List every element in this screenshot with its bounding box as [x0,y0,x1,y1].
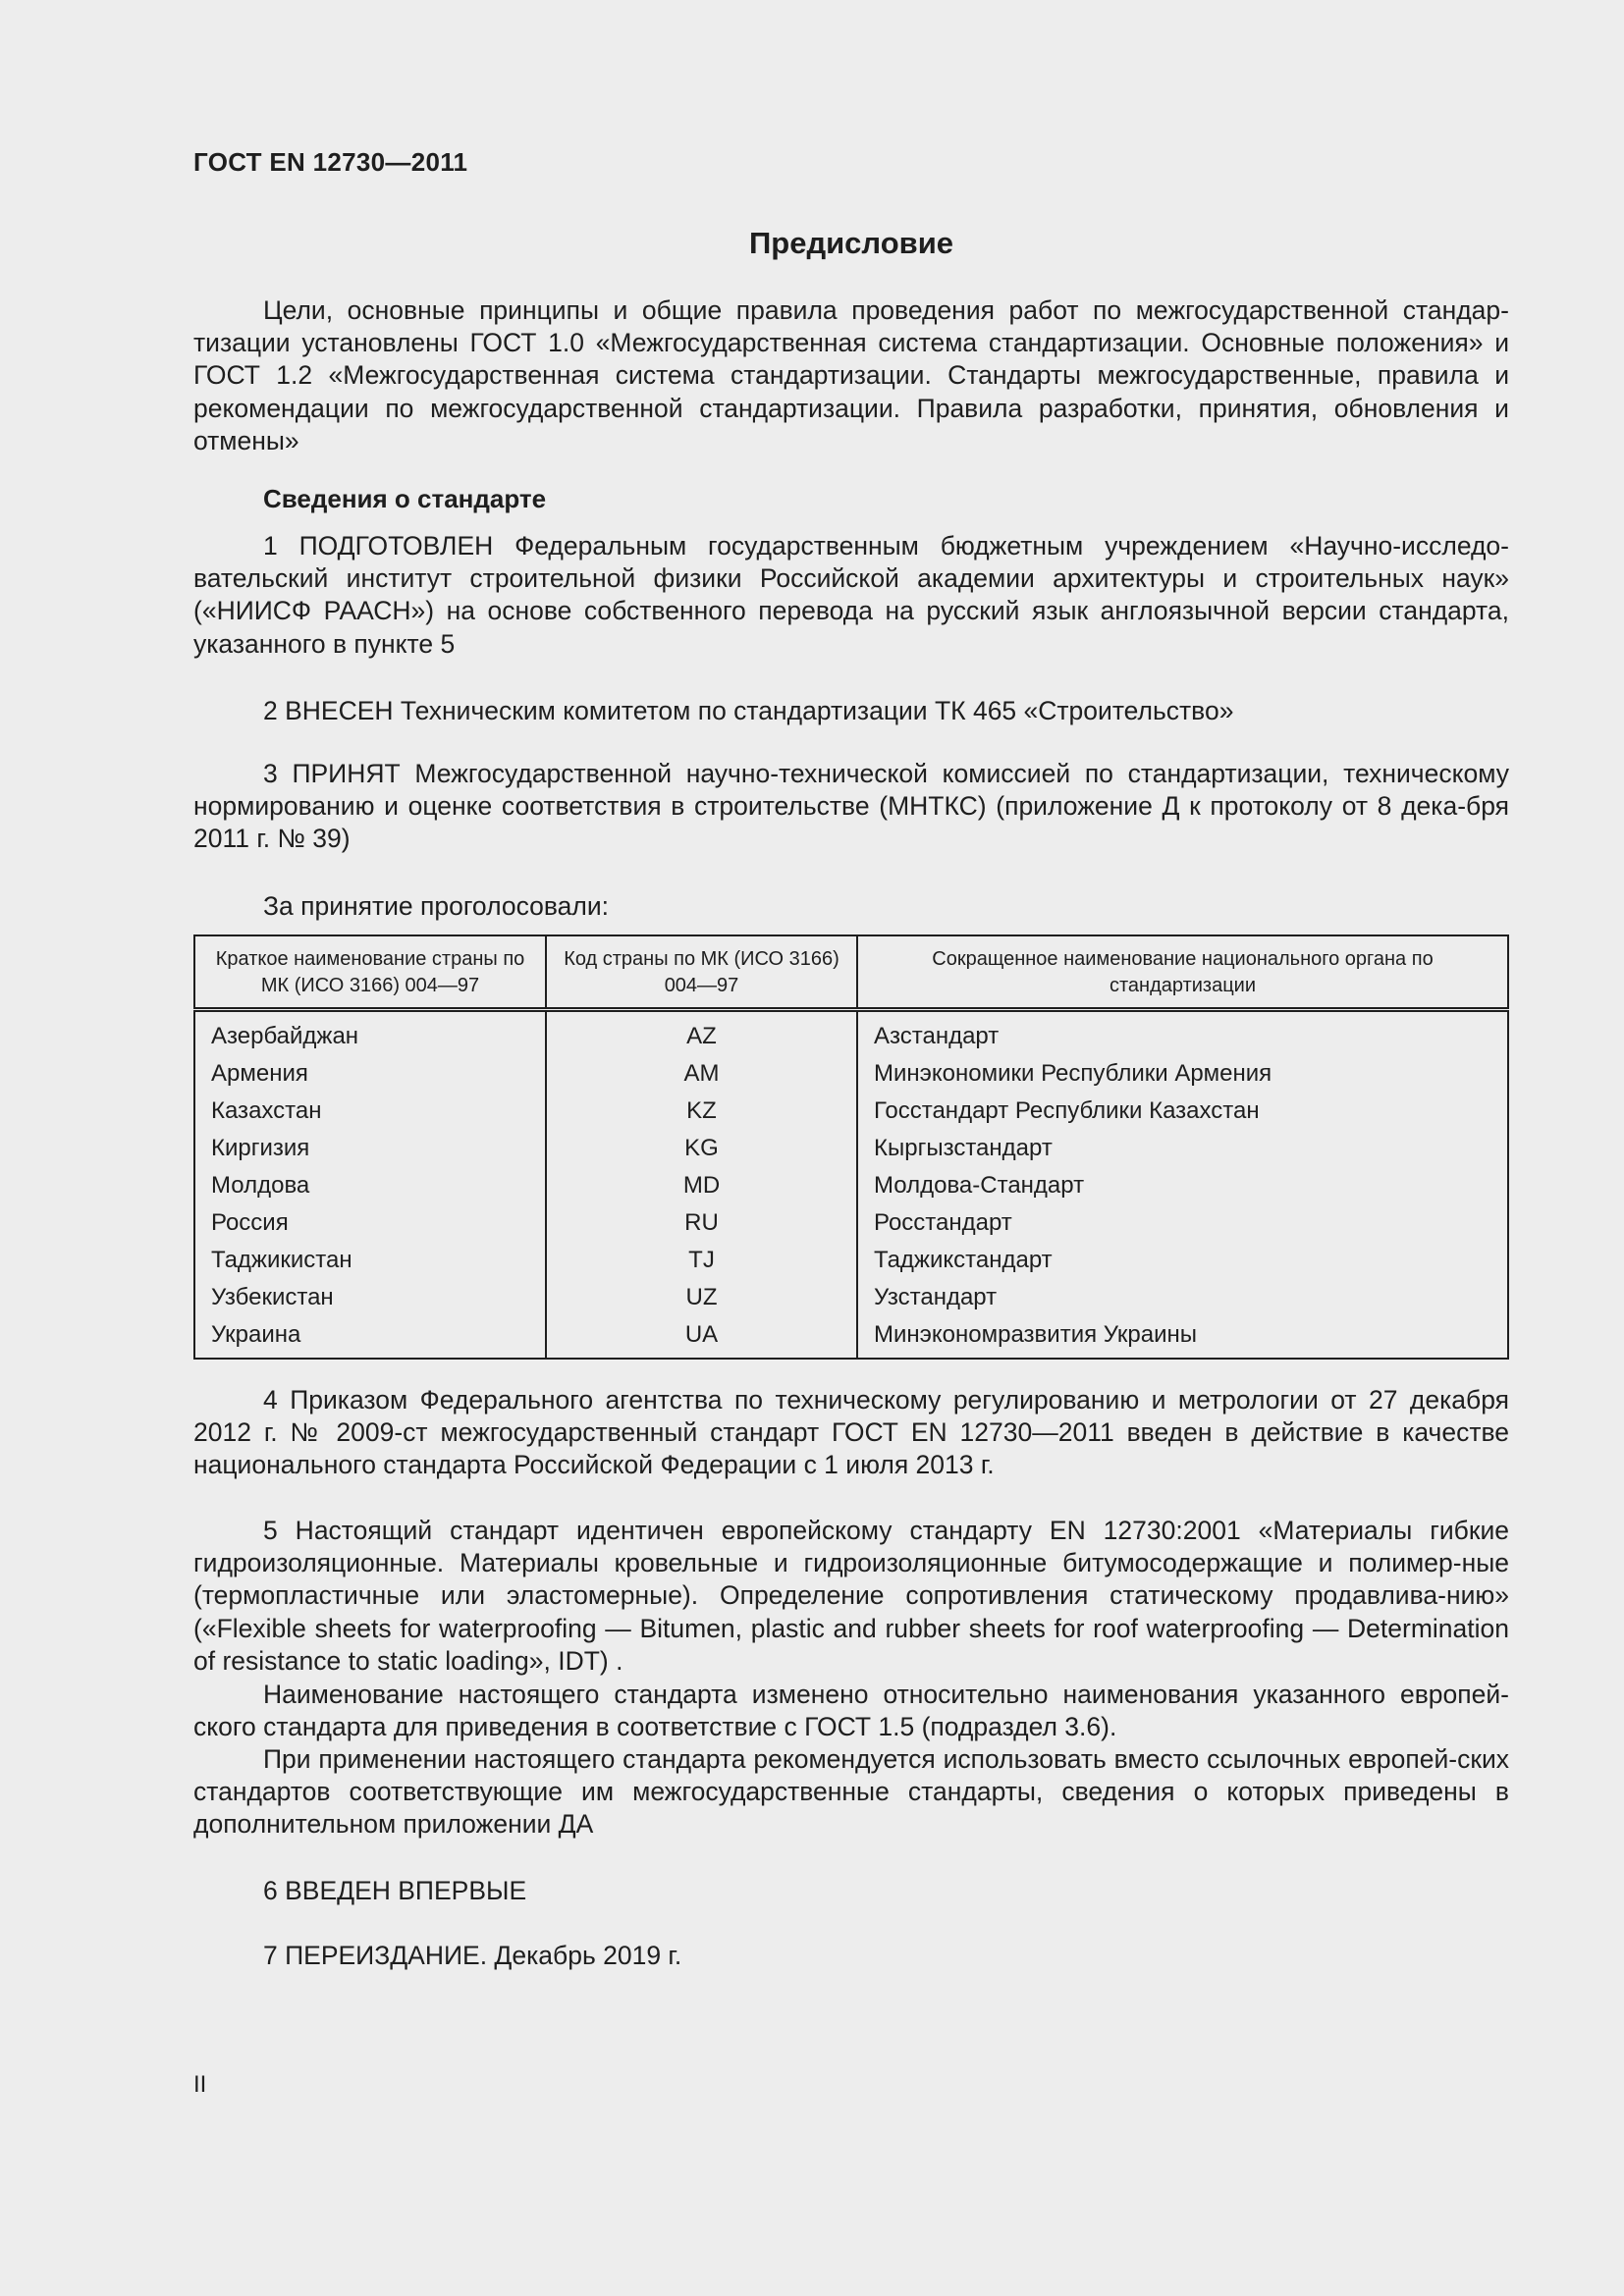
table-row [194,1316,1508,1359]
country-name-cell: Узбекистан [211,1284,334,1310]
voted-label: За принятие проголосовали: [263,891,610,921]
table-row [194,1242,1508,1279]
country-code-cell: RU [546,1204,857,1242]
intro-paragraph: Цели, основные принципы и общие правила проведения работ по межгосударственной стандар-тизации установлены ГОСТ 1.0 «Межгосударственная система стандартизации. Основные положения» и ГОСТ 1.2 «Межгосударственная система стандартизации. Стандарты межгосударственные, правила и рекомендации по межгосударственной стандартизации. Правила разработки, принятия, обновления и отмены» [193,295,1509,455]
country-name-cell: Таджикистан [211,1247,352,1273]
table-row [194,1279,1508,1316]
table-row [194,1093,1508,1130]
item-6-paragraph: 6 ВВЕДЕН ВПЕРВЫЕ [263,1876,527,1905]
header-country-name: Краткое наименование страны по МК (ИСО 3166) 004—97 [194,935,546,1010]
table-row [194,1055,1508,1093]
standards-body-cell: Росстандарт [857,1204,1508,1242]
table-row [194,1167,1508,1204]
table-row [194,1204,1508,1242]
country-name-cell: Армения [211,1060,308,1087]
country-code-cell: AM [546,1055,857,1093]
country-name-cell: Украина [211,1321,301,1348]
country-code-cell: UZ [546,1279,857,1316]
table-row [194,1010,1508,1056]
standards-body-cell: Кыргызстандарт [857,1130,1508,1167]
country-name-cell: Казахстан [211,1097,322,1124]
item-7-paragraph: 7 ПЕРЕИЗДАНИЕ. Декабрь 2019 г. [263,1941,682,1970]
country-name-cell: Киргизия [211,1135,310,1161]
item-5-references-note: При применении настоящего стандарта рекомендуется использовать вместо ссылочных европей-ских стандартов соответствующие им межгосударственные стандарты, сведения о которых приведены в дополнительном приложении ДА [193,1744,1509,1840]
table-row [194,1130,1508,1167]
item-5-paragraph: 5 Настоящий стандарт идентичен европейскому стандарту EN 12730:2001 «Материалы гибкие гидроизоляционные. Материалы кровельные и гидроизоляционные битумосодержащие и полимер-ные (термопластичные или эластомерные). Определение сопротивления статическому продавлива-нию» («Flexible sheets for waterproofing — Bitumen, plastic and rubber sheets for roof waterproofing — Determination of resistance to static loading», IDT) . [193,1516,1509,1676]
page-number: II [193,2071,207,2098]
item-4-paragraph: 4 Приказом Федерального агентства по техническому регулированию и метрологии от 27 декабря 2012 г. № 2009-ст межгосударственный стандарт ГОСТ EN 12730—2011 введен в действие в качестве национального стандарта Российской Федерации с 1 июля 2013 г. [193,1385,1509,1480]
standards-body-cell: Молдова-Стандарт [857,1167,1508,1204]
country-name-cell: Молдова [211,1172,310,1199]
info-heading: Сведения о стандарте [263,484,547,513]
country-name-cell: Азербайджан [211,1023,359,1049]
item-3-paragraph: 3 ПРИНЯТ Межгосударственной научно-технической комиссией по стандартизации, техническому нормированию и оценке соответствия в строительстве (МНТКС) (приложение Д к протоколу от 8 дека-бря 2011 г. № 39) [193,759,1509,854]
country-code-cell: TJ [546,1242,857,1279]
standards-body-cell: Минэкономразвития Украины [857,1316,1508,1359]
header-standards-body: Сокращенное наименование национального органа по стандартизации [857,935,1508,1010]
item-1-paragraph: 1 ПОДГОТОВЛЕН Федеральным государственным бюджетным учреждением «Научно-исследо-вательский институт строительной физики Российской академии архитектуры и строительных наук» («НИИСФ РААСН») на основе собственного перевода на русский язык англоязычной версии стандарта, указанного в пункте 5 [193,531,1509,659]
table-header-row [194,935,1508,1010]
standards-body-cell: Азстандарт [857,1010,1508,1056]
country-code-cell: MD [546,1167,857,1204]
standards-body-cell: Госстандарт Республики Казахстан [857,1093,1508,1130]
country-code-cell: AZ [546,1010,857,1056]
country-name-cell: Россия [211,1209,289,1236]
item-5-name-note: Наименование настоящего стандарта изменено относительно наименования указанного европей-ского стандарта для приведения в соответствие с ГОСТ 1.5 (подраздел 3.6). [193,1680,1509,1742]
document-code-header: ГОСТ EN 12730—2011 [193,147,468,177]
standards-body-cell: Узстандарт [857,1279,1508,1316]
country-code-cell: KZ [546,1093,857,1130]
voting-countries-table [193,934,1509,1360]
header-country-code: Код страны по МК (ИСО 3166) 004—97 [546,935,857,1010]
document-page [193,0,1509,2296]
item-2-paragraph: 2 ВНЕСЕН Техническим комитетом по стандартизации ТК 465 «Строительство» [263,696,1234,725]
standards-body-cell: Таджикстандарт [857,1242,1508,1279]
country-code-cell: KG [546,1130,857,1167]
country-code-cell: UA [546,1316,857,1359]
standards-body-cell: Минэкономики Республики Армения [857,1055,1508,1093]
page-title: Предисловие [748,226,953,260]
